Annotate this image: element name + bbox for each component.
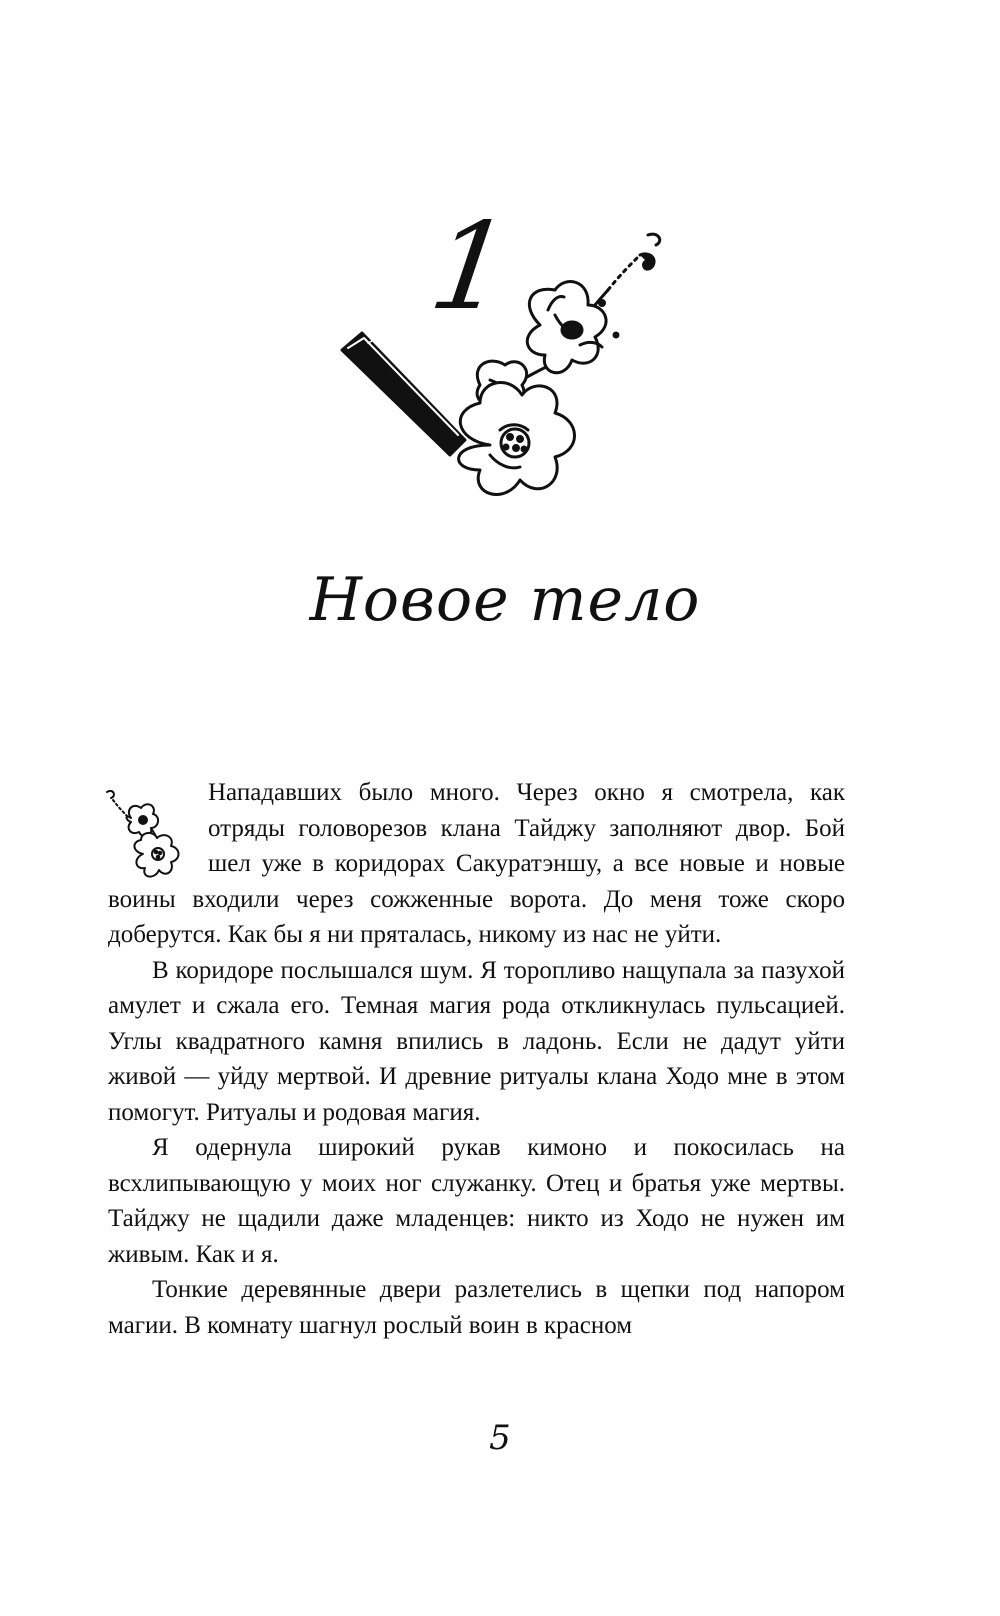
paragraph: В коридоре послышался шум. Я торопливо нащупала за пазухой амулет и сжала его. Темная магия рода откликнулась пульсацией. Углы квадратного камня впились в ладонь. Если не дадут уйти живой — уйду мертвой. И древние ритуалы клана Ходо мне в этом помогут. Ритуалы и родовая магия. xyxy=(108,956,845,1126)
chapter-title: Новое тело xyxy=(309,565,701,635)
paragraph: Я одернула широкий рукав кимоно и покосилась на всхлипывающую у моих ног служанку. Отец и братья уже мертвы. Тайджу не щадили даже младенцев: никто из Ходо не нужен им живым. Как и я. xyxy=(108,1134,845,1268)
paragraph: Нападавших было много. Через окно я смотрела, как отряды головорезов клана Тайджу заполняют двор. Бой шел уже в коридорах Сакуратэншу, а все новые и новые воины входили через сожженные ворота. До меня тоже скоро доберутся. Как бы я ни пряталась, никому из нас не уйти. xyxy=(108,779,845,948)
ornament-spacer xyxy=(108,775,208,875)
paragraph: Тонкие деревянные двери разлетелись в щепки под напором магии. В комнату шагнул рослый воин в красном xyxy=(108,1276,845,1339)
page-number: 5 xyxy=(489,1418,511,1458)
chapter-number: 1 xyxy=(422,198,519,337)
chapter-body xyxy=(108,775,845,1343)
